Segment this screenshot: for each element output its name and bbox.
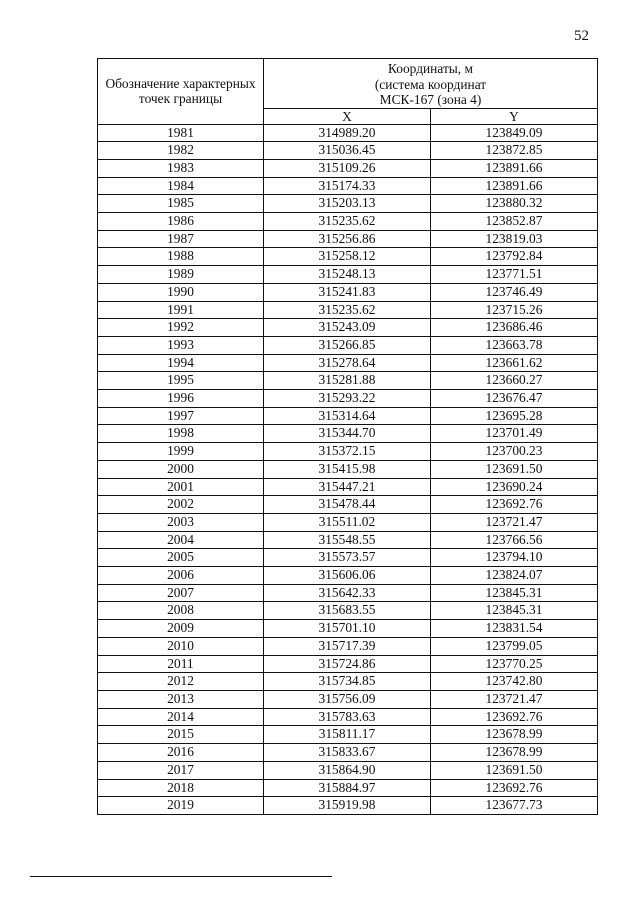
x-coordinate-cell: 315724.86 <box>264 655 431 673</box>
point-id-cell: 1988 <box>98 248 264 266</box>
x-coordinate-cell: 315833.67 <box>264 744 431 762</box>
coordinates-header-line-1: Координаты, м <box>388 61 473 76</box>
x-coordinate-cell: 315884.97 <box>264 779 431 797</box>
table-row <box>98 637 598 655</box>
x-coordinate-cell: 315478.44 <box>264 496 431 514</box>
y-coordinate-cell: 123715.26 <box>431 301 598 319</box>
y-coordinate-cell: 123849.09 <box>431 124 598 142</box>
point-id-cell: 2006 <box>98 567 264 585</box>
table-row <box>98 266 598 284</box>
table-row <box>98 620 598 638</box>
table-row <box>98 673 598 691</box>
x-coordinate-cell: 315248.13 <box>264 266 431 284</box>
table-row <box>98 159 598 177</box>
x-coordinate-cell: 315606.06 <box>264 567 431 585</box>
table-row <box>98 708 598 726</box>
x-coordinate-cell: 314989.20 <box>264 124 431 142</box>
point-id-cell: 2001 <box>98 478 264 496</box>
x-coordinate-cell: 315683.55 <box>264 602 431 620</box>
x-coordinate-cell: 315734.85 <box>264 673 431 691</box>
coordinates-table <box>97 58 598 815</box>
y-coordinate-cell: 123794.10 <box>431 549 598 567</box>
point-id-cell: 1987 <box>98 230 264 248</box>
table-row <box>98 549 598 567</box>
table-row <box>98 567 598 585</box>
y-coordinate-cell: 123663.78 <box>431 336 598 354</box>
y-coordinate-cell: 123721.47 <box>431 513 598 531</box>
table-row <box>98 354 598 372</box>
y-coordinate-cell: 123661.62 <box>431 354 598 372</box>
table-row <box>98 319 598 337</box>
y-coordinate-cell: 123766.56 <box>431 531 598 549</box>
y-coordinate-cell: 123824.07 <box>431 567 598 585</box>
table-row <box>98 691 598 709</box>
point-id-cell: 2011 <box>98 655 264 673</box>
table-row <box>98 248 598 266</box>
x-coordinate-cell: 315415.98 <box>264 460 431 478</box>
y-coordinate-cell: 123771.51 <box>431 266 598 284</box>
point-id-cell: 2000 <box>98 460 264 478</box>
point-id-cell: 2014 <box>98 708 264 726</box>
point-id-cell: 2013 <box>98 691 264 709</box>
y-coordinate-cell: 123701.49 <box>431 425 598 443</box>
footnote-divider <box>30 876 332 877</box>
x-coordinate-cell: 315642.33 <box>264 584 431 602</box>
x-coordinate-cell: 315241.83 <box>264 283 431 301</box>
point-id-cell: 1984 <box>98 177 264 195</box>
x-coordinate-cell: 315281.88 <box>264 372 431 390</box>
x-coordinate-cell: 315174.33 <box>264 177 431 195</box>
x-coordinate-cell: 315573.57 <box>264 549 431 567</box>
table-row <box>98 761 598 779</box>
y-coordinate-cell: 123819.03 <box>431 230 598 248</box>
point-id-cell: 1992 <box>98 319 264 337</box>
table-row <box>98 602 598 620</box>
point-id-cell: 2009 <box>98 620 264 638</box>
table-row <box>98 142 598 160</box>
x-header: X <box>264 108 431 124</box>
table-row <box>98 655 598 673</box>
y-coordinate-cell: 123792.84 <box>431 248 598 266</box>
coordinates-header-line-3: МСК-167 (зона 4) <box>379 92 482 107</box>
y-coordinate-cell: 123700.23 <box>431 443 598 461</box>
y-coordinate-cell: 123852.87 <box>431 213 598 231</box>
y-coordinate-cell: 123880.32 <box>431 195 598 213</box>
table-row <box>98 124 598 142</box>
table-body <box>98 124 598 814</box>
table-row <box>98 726 598 744</box>
x-coordinate-cell: 315701.10 <box>264 620 431 638</box>
x-coordinate-cell: 315783.63 <box>264 708 431 726</box>
point-id-cell: 2016 <box>98 744 264 762</box>
point-id-cell: 1997 <box>98 407 264 425</box>
x-coordinate-cell: 315344.70 <box>264 425 431 443</box>
y-coordinate-cell: 123742.80 <box>431 673 598 691</box>
table-row <box>98 177 598 195</box>
table-row <box>98 531 598 549</box>
table-row <box>98 336 598 354</box>
y-coordinate-cell: 123692.76 <box>431 496 598 514</box>
y-coordinate-cell: 123845.31 <box>431 602 598 620</box>
y-coordinate-cell: 123676.47 <box>431 390 598 408</box>
y-coordinate-cell: 123691.50 <box>431 460 598 478</box>
point-id-cell: 1989 <box>98 266 264 284</box>
point-id-cell: 1983 <box>98 159 264 177</box>
x-coordinate-cell: 315919.98 <box>264 797 431 815</box>
point-id-cell: 2017 <box>98 761 264 779</box>
point-id-cell: 2003 <box>98 513 264 531</box>
x-coordinate-cell: 315756.09 <box>264 691 431 709</box>
x-coordinate-cell: 315036.45 <box>264 142 431 160</box>
x-coordinate-cell: 315258.12 <box>264 248 431 266</box>
y-coordinate-cell: 123831.54 <box>431 620 598 638</box>
x-coordinate-cell: 315203.13 <box>264 195 431 213</box>
point-id-cell: 2018 <box>98 779 264 797</box>
table-row <box>98 584 598 602</box>
point-id-cell: 1994 <box>98 354 264 372</box>
x-coordinate-cell: 315372.15 <box>264 443 431 461</box>
coordinates-header-line-2: (система координат <box>374 76 487 92</box>
y-coordinate-cell: 123690.24 <box>431 478 598 496</box>
y-coordinate-cell: 123692.76 <box>431 708 598 726</box>
point-id-cell: 1990 <box>98 283 264 301</box>
table-row <box>98 443 598 461</box>
point-id-cell: 1993 <box>98 336 264 354</box>
table-row <box>98 407 598 425</box>
y-coordinate-cell: 123721.47 <box>431 691 598 709</box>
table-row <box>98 496 598 514</box>
x-coordinate-cell: 315314.64 <box>264 407 431 425</box>
x-coordinate-cell: 315266.85 <box>264 336 431 354</box>
point-id-cell: 2007 <box>98 584 264 602</box>
point-id-cell: 1981 <box>98 124 264 142</box>
point-id-cell: 2015 <box>98 726 264 744</box>
y-coordinate-cell: 123695.28 <box>431 407 598 425</box>
y-coordinate-cell: 123891.66 <box>431 177 598 195</box>
x-coordinate-cell: 315864.90 <box>264 761 431 779</box>
y-coordinate-cell: 123686.46 <box>431 319 598 337</box>
y-coordinate-cell: 123691.50 <box>431 761 598 779</box>
point-id-cell: 1999 <box>98 443 264 461</box>
point-id-cell: 2002 <box>98 496 264 514</box>
point-id-cell: 1986 <box>98 213 264 231</box>
y-coordinate-cell: 123845.31 <box>431 584 598 602</box>
y-coordinate-cell: 123677.73 <box>431 797 598 815</box>
y-coordinate-cell: 123770.25 <box>431 655 598 673</box>
table-row <box>98 744 598 762</box>
point-id-cell: 2012 <box>98 673 264 691</box>
x-coordinate-cell: 315235.62 <box>264 301 431 319</box>
x-coordinate-cell: 315811.17 <box>264 726 431 744</box>
table-row <box>98 283 598 301</box>
x-coordinate-cell: 315548.55 <box>264 531 431 549</box>
point-id-cell: 1985 <box>98 195 264 213</box>
y-coordinate-cell: 123872.85 <box>431 142 598 160</box>
y-header: Y <box>431 108 598 124</box>
table-row <box>98 230 598 248</box>
table-row <box>98 372 598 390</box>
x-coordinate-cell: 315293.22 <box>264 390 431 408</box>
header-row-1 <box>98 59 598 109</box>
y-coordinate-cell: 123746.49 <box>431 283 598 301</box>
point-id-cell: 1998 <box>98 425 264 443</box>
x-coordinate-cell: 315109.26 <box>264 159 431 177</box>
x-coordinate-cell: 315256.86 <box>264 230 431 248</box>
y-coordinate-cell: 123660.27 <box>431 372 598 390</box>
point-id-cell: 2005 <box>98 549 264 567</box>
table-row <box>98 301 598 319</box>
y-coordinate-cell: 123799.05 <box>431 637 598 655</box>
x-coordinate-cell: 315278.64 <box>264 354 431 372</box>
table-row <box>98 460 598 478</box>
table-row <box>98 390 598 408</box>
table-row <box>98 513 598 531</box>
y-coordinate-cell: 123678.99 <box>431 744 598 762</box>
coordinates-header <box>264 59 598 109</box>
x-coordinate-cell: 315717.39 <box>264 637 431 655</box>
point-id-cell: 2010 <box>98 637 264 655</box>
point-id-cell: 2019 <box>98 797 264 815</box>
x-coordinate-cell: 315447.21 <box>264 478 431 496</box>
page-number: 52 <box>574 28 589 44</box>
y-coordinate-cell: 123891.66 <box>431 159 598 177</box>
point-id-cell: 1995 <box>98 372 264 390</box>
point-id-cell: 2004 <box>98 531 264 549</box>
x-coordinate-cell: 315511.02 <box>264 513 431 531</box>
y-coordinate-cell: 123692.76 <box>431 779 598 797</box>
table-row <box>98 779 598 797</box>
point-id-cell: 1982 <box>98 142 264 160</box>
table-row <box>98 195 598 213</box>
y-coordinate-cell: 123678.99 <box>431 726 598 744</box>
x-coordinate-cell: 315235.62 <box>264 213 431 231</box>
x-coordinate-cell: 315243.09 <box>264 319 431 337</box>
table-row <box>98 797 598 815</box>
table-row <box>98 213 598 231</box>
table-row <box>98 478 598 496</box>
point-id-cell: 2008 <box>98 602 264 620</box>
point-id-cell: 1991 <box>98 301 264 319</box>
points-header: Обозначение характерных точек границы <box>98 59 264 125</box>
point-id-cell: 1996 <box>98 390 264 408</box>
table-row <box>98 425 598 443</box>
